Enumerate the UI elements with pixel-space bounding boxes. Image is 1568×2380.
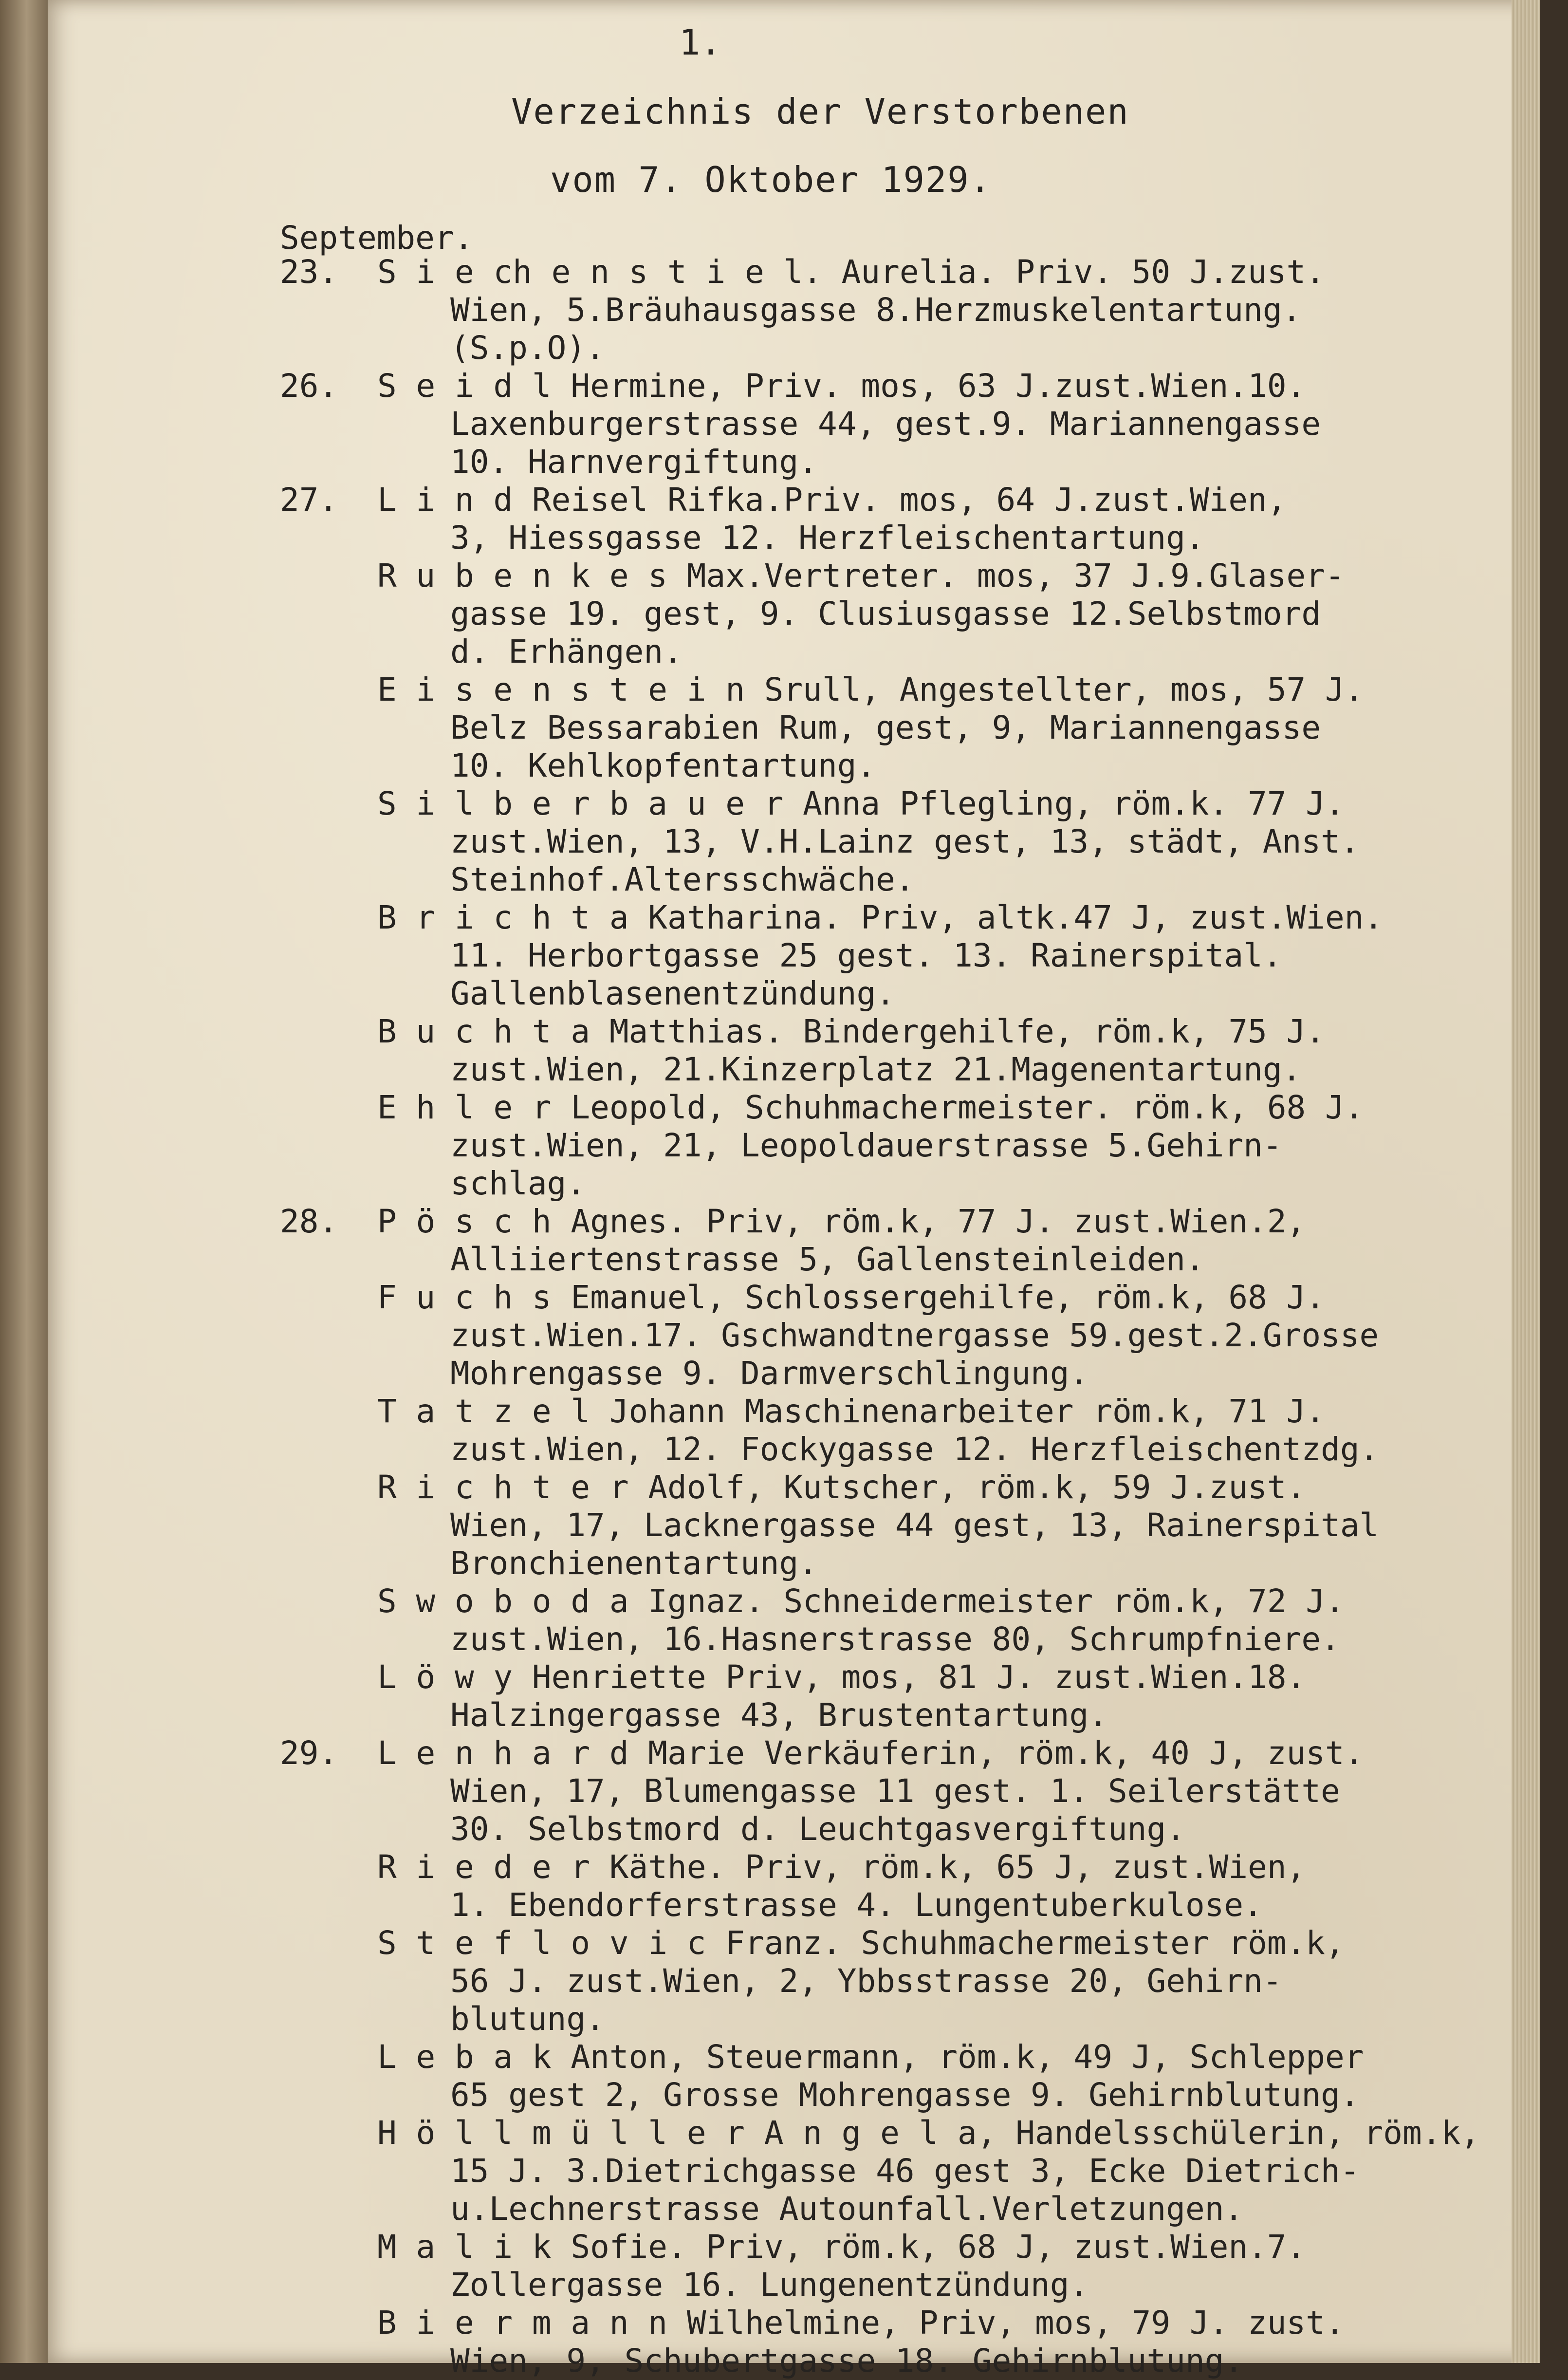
entry-name-line: B r i c h t a Katharina. Priv, altk.47 J, zust.Wien. (377, 899, 1384, 936)
entry-detail-line: Wien, 5.Bräuhausgasse 8.Herzmuskelentartung. (450, 291, 1302, 329)
entry-detail-line: Laxenburgerstrasse 44, gest.9. Mariannengasse (450, 405, 1321, 443)
facing-page-edge (0, 0, 49, 2363)
register-entry (280, 1203, 1458, 1279)
register-entry (280, 253, 1458, 367)
month-heading: September. (280, 219, 474, 257)
register-entry (280, 367, 1458, 481)
register-entry (280, 1089, 1458, 1203)
entry-detail-line: gasse 19. gest, 9. Clusiusgasse 12.Selbstmord (450, 595, 1321, 632)
entry-detail-line: 1. Ebendorferstrasse 4. Lungentuberkulose. (450, 1886, 1263, 1924)
register-entry (280, 2228, 1458, 2304)
entry-name-line: H ö l l m ü l l e r A n g e l a, Handelsschülerin, röm.k, (377, 2114, 1480, 2152)
entry-name-line: L e b a k Anton, Steuermann, röm.k, 49 J, Schlepper (377, 2038, 1364, 2076)
entry-name-line: L e n h a r d Marie Verkäuferin, röm.k, 40 J, zust. (377, 1734, 1364, 1772)
register-entry (280, 671, 1458, 785)
entry-name-line: F u c h s Emanuel, Schlossergehilfe, röm.k, 68 J. (377, 1279, 1326, 1316)
register-entry (280, 2114, 1480, 2228)
register-entry (280, 1582, 1458, 1658)
entry-detail-line: 3, Hiessgasse 12. Herzfleischentartung. (450, 519, 1205, 557)
entry-detail-line: zust.Wien.17. Gschwandtnergasse 59.gest.2.Grosse (450, 1317, 1379, 1354)
entry-detail-line: zust.Wien, 13, V.H.Lainz gest, 13, städt, Anst. (450, 823, 1360, 860)
entry-name-line: L i n d Reisel Rifka.Priv. mos, 64 J.zust.Wien, (377, 481, 1287, 519)
register-entry (280, 1658, 1458, 1734)
register-entry (280, 481, 1458, 557)
death-register-entries (280, 253, 1480, 2380)
entry-day: 26. (280, 367, 338, 405)
entry-detail-line: blutung. (450, 2000, 605, 2038)
register-entry (280, 1013, 1458, 1089)
entry-name-line: S i l b e r b a u e r Anna Pflegling, röm.k. 77 J. (377, 785, 1345, 822)
entry-day: 28. (280, 1203, 338, 1240)
register-entry (280, 2304, 1458, 2380)
entry-name-line: M a l i k Sofie. Priv, röm.k, 68 J, zust.Wien.7. (377, 2228, 1306, 2266)
entry-detail-line: 56 J. zust.Wien, 2, Ybbsstrasse 20, Gehirn- (450, 1962, 1282, 2000)
entry-name-line: E h l e r Leopold, Schuhmachermeister. röm.k, 68 J. (377, 1089, 1364, 1126)
page-stack-edge (1512, 0, 1540, 2363)
entry-name-line: S e i d l Hermine, Priv. mos, 63 J.zust.Wien.10. (377, 367, 1306, 405)
entry-detail-line: Mohrengasse 9. Darmverschlingung. (450, 1355, 1089, 1392)
entry-name-line: R i c h t e r Adolf, Kutscher, röm.k, 59 J.zust. (377, 1469, 1306, 1506)
entry-name-line: T a t z e l Johann Maschinenarbeiter röm.k, 71 J. (377, 1393, 1326, 1430)
entry-detail-line: Gallenblasenentzündung. (450, 975, 895, 1012)
entry-detail-line: (S.p.O). (450, 329, 605, 367)
register-entry (280, 1279, 1458, 1393)
entry-detail-line: Bronchienentartung. (450, 1544, 818, 1582)
entry-detail-line: Halzingergasse 43, Brustentartung. (450, 1696, 1108, 1734)
entry-day: 23. (280, 253, 338, 291)
entry-detail-line: Belz Bessarabien Rum, gest, 9, Mariannengasse (450, 709, 1321, 746)
entry-name-line: S t e f l o v i c Franz. Schuhmachermeister röm.k, (377, 1924, 1345, 1962)
entry-detail-line: Wien, 17, Blumengasse 11 gest. 1. Seilerstätte (450, 1772, 1340, 1810)
entry-name-line: R i e d e r Käthe. Priv, röm.k, 65 J, zust.Wien, (377, 1848, 1306, 1886)
entry-name-line: P ö s c h Agnes. Priv, röm.k, 77 J. zust.Wien.2, (377, 1203, 1306, 1240)
document-title: Verzeichnis der Verstorbenen (511, 91, 1129, 132)
page-number: 1. (679, 22, 721, 63)
entry-detail-line: d. Erhängen. (450, 633, 683, 670)
entry-detail-line: Wien, 17, Lacknergasse 44 gest, 13, Rainerspital (450, 1506, 1379, 1544)
entry-detail-line: zust.Wien, 12. Fockygasse 12. Herzfleischentzdg. (450, 1431, 1379, 1468)
entry-name-line: B u c h t a Matthias. Bindergehilfe, röm.k, 75 J. (377, 1013, 1326, 1050)
entry-detail-line: 30. Selbstmord d. Leuchtgasvergiftung. (450, 1810, 1185, 1848)
entry-name-line: R u b e n k e s Max.Vertreter. mos, 37 J.9.Glaser- (377, 557, 1345, 595)
entry-detail-line: 10. Kehlkopfentartung. (450, 747, 876, 784)
entry-name-line: S w o b o d a Ignaz. Schneidermeister röm.k, 72 J. (377, 1582, 1345, 1620)
document-date: vom 7. Oktober 1929. (550, 159, 992, 200)
entry-detail-line: Wien, 9, Schubertgasse 18. Gehirnblutung. (450, 2342, 1244, 2380)
entry-detail-line: 65 gest 2, Grosse Mohrengasse 9. Gehirnblutung. (450, 2076, 1360, 2114)
entry-detail-line: zust.Wien, 21, Leopoldauerstrasse 5.Gehirn- (450, 1127, 1282, 1164)
entry-name-line: E i s e n s t e i n Srull, Angestellter, mos, 57 J. (377, 671, 1364, 708)
entry-name-line: B i e r m a n n Wilhelmine, Priv, mos, 79 J. zust. (377, 2304, 1345, 2342)
entry-detail-line: zust.Wien, 21.Kinzerplatz 21.Magenentartung. (450, 1051, 1302, 1088)
entry-day: 29. (280, 1734, 338, 1772)
entry-detail-line: 10. Harnvergiftung. (450, 443, 818, 481)
entry-detail-line: 15 J. 3.Dietrichgasse 46 gest 3, Ecke Dietrich- (450, 2152, 1360, 2190)
register-entry (280, 557, 1458, 671)
entry-detail-line: Alliiertenstrasse 5, Gallensteinleiden. (450, 1241, 1205, 1278)
register-entry (280, 1734, 1458, 1848)
register-entry (280, 1393, 1458, 1469)
entry-detail-line: 11. Herbortgasse 25 gest. 13. Rainerspital. (450, 937, 1282, 974)
entry-detail-line: u.Lechnerstrasse Autounfall.Verletzungen. (450, 2190, 1244, 2228)
entry-detail-line: schlag. (450, 1165, 586, 1202)
register-entry (280, 899, 1458, 1013)
entry-detail-line: zust.Wien, 16.Hasnerstrasse 80, Schrumpfniere. (450, 1620, 1340, 1658)
entry-name-line: L ö w y Henriette Priv, mos, 81 J. zust.Wien.18. (377, 1658, 1306, 1696)
register-entry (280, 785, 1458, 899)
entry-day: 27. (280, 481, 338, 519)
entry-detail-line: Steinhof.Altersschwäche. (450, 861, 915, 898)
entry-name-line: S i e ch e n s t i e l. Aurelia. Priv. 50 J.zust. (377, 253, 1326, 291)
register-entry (280, 2038, 1458, 2114)
register-entry (280, 1469, 1458, 1582)
register-entry (280, 1924, 1458, 2038)
entry-detail-line: Zollergasse 16. Lungenentzündung. (450, 2266, 1089, 2304)
register-entry (280, 1848, 1458, 1924)
